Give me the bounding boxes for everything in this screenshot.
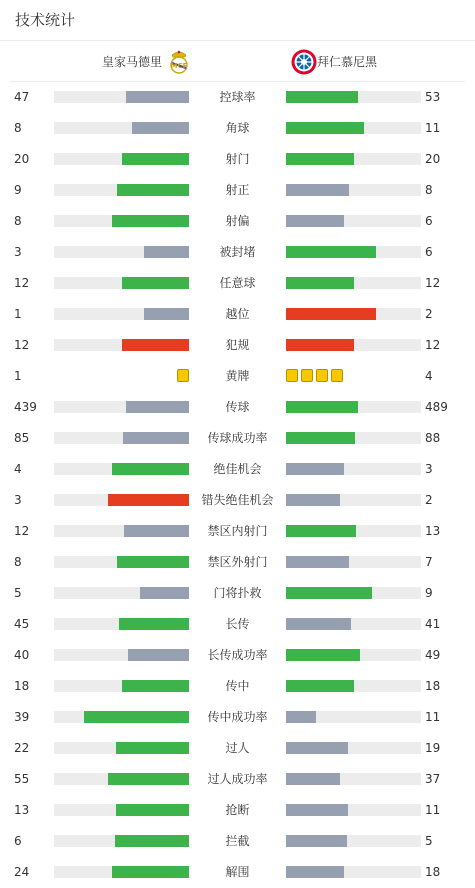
- stat-row: [0, 857, 475, 888]
- stat-label: 黄牌: [225, 369, 250, 383]
- stat-row: [0, 454, 475, 485]
- away-stat-bar: [286, 215, 421, 227]
- home-stat-bar: [54, 587, 189, 599]
- away-team-name: 拜仁慕尼黑: [317, 55, 378, 69]
- real-madrid-crest-icon: [168, 49, 190, 75]
- home-stat-bar: [54, 215, 189, 227]
- stat-label: 门将扑救: [213, 586, 262, 600]
- home-stat-value: 8: [14, 121, 22, 135]
- home-stat-value: 8: [14, 555, 22, 569]
- stat-label: 抢断: [225, 803, 250, 817]
- home-stat-value: 8: [14, 214, 22, 228]
- away-stat-bar-fill: [286, 184, 349, 196]
- away-stat-value: 11: [425, 710, 441, 724]
- home-stat-bar-fill: [132, 122, 189, 134]
- home-stat-value: 439: [14, 400, 37, 414]
- home-stat-bar: [54, 618, 189, 630]
- yellow-card-icon: [331, 369, 343, 382]
- stat-label: 绝佳机会: [213, 462, 262, 476]
- home-stat-bar-fill: [108, 773, 189, 785]
- stat-row: [0, 82, 475, 113]
- away-stat-bar: [286, 680, 421, 692]
- stat-label: 传球: [225, 400, 250, 414]
- away-stat-bar-fill: [286, 339, 354, 351]
- home-stat-value: 4: [14, 462, 22, 476]
- away-stat-bar: [286, 866, 421, 878]
- stat-label: 长传: [225, 617, 250, 631]
- bayern-munich-crest-icon: [291, 49, 313, 75]
- home-stat-bar: [54, 649, 189, 661]
- teams-header: [0, 44, 475, 80]
- home-stat-bar: [54, 246, 189, 258]
- yellow-card-icon: [177, 369, 189, 382]
- away-stat-value: 19: [425, 741, 441, 755]
- home-stat-bar-fill: [112, 866, 189, 878]
- stat-label: 禁区外射门: [207, 555, 268, 569]
- away-stat-bar: [286, 277, 421, 289]
- away-stat-value: 18: [425, 865, 441, 879]
- away-stat-bar: [286, 649, 421, 661]
- stat-row: [0, 640, 475, 671]
- home-stat-bar-fill: [115, 835, 189, 847]
- home-stat-value: 5: [14, 586, 22, 600]
- home-stat-value: 12: [14, 524, 30, 538]
- home-stat-bar: [54, 463, 189, 475]
- home-stat-bar-fill: [144, 308, 189, 320]
- away-yellow-cards: [286, 369, 343, 382]
- home-team-name: 皇家马德里: [102, 55, 163, 69]
- svg-text:MCF: MCF: [170, 62, 188, 70]
- away-stat-value: 12: [425, 276, 441, 290]
- home-stat-bar: [54, 184, 189, 196]
- away-stat-bar: [286, 153, 421, 165]
- away-stat-bar-fill: [286, 649, 360, 661]
- away-stat-bar-fill: [286, 866, 344, 878]
- away-stat-value: 489: [425, 400, 448, 414]
- stat-row: [0, 268, 475, 299]
- stat-row: [0, 361, 475, 392]
- home-yellow-cards: [177, 369, 189, 382]
- stat-row: [0, 795, 475, 826]
- stat-label: 禁区内射门: [207, 524, 268, 538]
- stat-label: 控球率: [219, 90, 256, 104]
- home-stat-value: 24: [14, 865, 30, 879]
- away-stat-bar-fill: [286, 618, 351, 630]
- home-stat-value: 3: [14, 493, 22, 507]
- home-stat-value: 3: [14, 245, 22, 259]
- home-stat-bar-fill: [123, 432, 189, 444]
- home-stat-bar: [54, 401, 189, 413]
- away-stat-value: 18: [425, 679, 441, 693]
- away-stat-bar-fill: [286, 153, 354, 165]
- home-stat-bar-fill: [116, 804, 189, 816]
- away-stat-bar: [286, 556, 421, 568]
- away-stat-bar-fill: [286, 277, 354, 289]
- stat-row: [0, 826, 475, 857]
- away-stat-value: 8: [425, 183, 433, 197]
- home-stat-bar: [54, 277, 189, 289]
- away-stat-value: 6: [425, 245, 433, 259]
- home-stat-value: 22: [14, 741, 30, 755]
- home-stat-bar-fill: [119, 618, 189, 630]
- away-stat-bar: [286, 525, 421, 537]
- away-stat-bar: [286, 184, 421, 196]
- stat-label: 射门: [225, 152, 250, 166]
- home-stat-bar-fill: [117, 556, 189, 568]
- away-stat-value: 11: [425, 803, 441, 817]
- stat-label: 过人成功率: [207, 772, 268, 786]
- stat-row: [0, 702, 475, 733]
- home-stat-value: 45: [14, 617, 30, 631]
- away-stat-value: 11: [425, 121, 441, 135]
- away-stat-bar-fill: [286, 91, 358, 103]
- home-stat-bar-fill: [116, 742, 189, 754]
- stat-row: [0, 485, 475, 516]
- away-stat-value: 37: [425, 772, 441, 786]
- away-stat-bar: [286, 711, 421, 723]
- stat-row: [0, 113, 475, 144]
- away-stat-bar: [286, 246, 421, 258]
- away-stat-value: 4: [425, 369, 433, 383]
- home-stat-value: 20: [14, 152, 30, 166]
- stat-label: 传球成功率: [207, 431, 268, 445]
- home-stat-value: 9: [14, 183, 22, 197]
- home-stat-bar-fill: [144, 246, 189, 258]
- away-stat-bar-fill: [286, 122, 364, 134]
- away-stat-value: 6: [425, 214, 433, 228]
- stat-label: 射偏: [225, 214, 250, 228]
- away-stat-bar-fill: [286, 463, 344, 475]
- home-stat-value: 12: [14, 338, 30, 352]
- away-stat-value: 13: [425, 524, 441, 538]
- home-stat-bar-fill: [112, 463, 189, 475]
- away-stat-bar-fill: [286, 308, 376, 320]
- home-stat-bar: [54, 494, 189, 506]
- home-stat-bar-fill: [84, 711, 189, 723]
- away-stat-bar: [286, 494, 421, 506]
- away-stat-bar-fill: [286, 494, 340, 506]
- home-stat-bar: [54, 525, 189, 537]
- home-stat-bar: [54, 91, 189, 103]
- home-stat-bar-fill: [128, 649, 189, 661]
- home-stat-bar-fill: [124, 525, 189, 537]
- stat-label: 被封堵: [219, 245, 256, 259]
- home-stat-bar-fill: [122, 680, 190, 692]
- home-stat-bar: [54, 711, 189, 723]
- stat-label: 射正: [225, 183, 250, 197]
- home-stat-value: 1: [14, 369, 22, 383]
- stat-row: [0, 299, 475, 330]
- home-stat-bar-fill: [126, 401, 189, 413]
- home-stat-value: 40: [14, 648, 30, 662]
- stat-label: 拦截: [225, 834, 250, 848]
- away-stat-bar-fill: [286, 680, 354, 692]
- home-stat-bar-fill: [140, 587, 189, 599]
- away-stat-bar: [286, 432, 421, 444]
- away-stat-bar: [286, 401, 421, 413]
- away-stat-bar-fill: [286, 215, 344, 227]
- home-stat-value: 18: [14, 679, 30, 693]
- stat-row: [0, 764, 475, 795]
- home-stat-bar-fill: [122, 153, 190, 165]
- home-stat-bar: [54, 804, 189, 816]
- stat-row: [0, 423, 475, 454]
- away-stat-value: 2: [425, 493, 433, 507]
- away-stat-bar: [286, 804, 421, 816]
- stat-label: 越位: [225, 307, 250, 321]
- stat-row: [0, 578, 475, 609]
- home-stat-bar: [54, 556, 189, 568]
- away-stat-bar-fill: [286, 742, 348, 754]
- away-stat-bar-fill: [286, 835, 347, 847]
- home-stat-bar: [54, 680, 189, 692]
- home-stat-value: 6: [14, 834, 22, 848]
- home-stat-value: 39: [14, 710, 30, 724]
- stat-label: 长传成功率: [207, 648, 268, 662]
- away-stat-bar: [286, 742, 421, 754]
- away-stat-bar: [286, 91, 421, 103]
- stat-row: [0, 206, 475, 237]
- away-stat-value: 9: [425, 586, 433, 600]
- title-divider: [0, 40, 475, 41]
- away-stat-bar-fill: [286, 711, 316, 723]
- home-stat-bar-fill: [122, 339, 190, 351]
- stat-label: 传中: [225, 679, 250, 693]
- home-stat-bar: [54, 773, 189, 785]
- stats-list: [0, 82, 475, 888]
- away-stat-bar-fill: [286, 587, 372, 599]
- stat-label: 犯规: [225, 338, 250, 352]
- away-stat-bar-fill: [286, 432, 355, 444]
- stat-label: 错失绝佳机会: [201, 493, 274, 507]
- away-stat-bar-fill: [286, 246, 376, 258]
- away-stat-bar-fill: [286, 401, 358, 413]
- home-stat-bar-fill: [117, 184, 189, 196]
- home-stat-bar-fill: [112, 215, 189, 227]
- home-stat-value: 13: [14, 803, 30, 817]
- home-stat-bar: [54, 308, 189, 320]
- away-team[interactable]: [291, 44, 377, 80]
- away-stat-value: 49: [425, 648, 441, 662]
- home-stat-bar: [54, 866, 189, 878]
- away-stat-bar: [286, 122, 421, 134]
- home-stat-bar: [54, 153, 189, 165]
- home-stat-bar: [54, 835, 189, 847]
- away-stat-value: 88: [425, 431, 441, 445]
- stat-row: [0, 547, 475, 578]
- away-stat-bar-fill: [286, 556, 349, 568]
- stat-row: [0, 516, 475, 547]
- away-stat-bar: [286, 463, 421, 475]
- away-stat-value: 20: [425, 152, 441, 166]
- stat-row: [0, 330, 475, 361]
- away-stat-value: 3: [425, 462, 433, 476]
- home-stat-value: 85: [14, 431, 30, 445]
- home-stat-bar-fill: [108, 494, 189, 506]
- home-stat-value: 12: [14, 276, 30, 290]
- stat-row: [0, 733, 475, 764]
- home-team[interactable]: [102, 44, 190, 80]
- stat-row: [0, 237, 475, 268]
- yellow-card-icon: [301, 369, 313, 382]
- home-stat-value: 55: [14, 772, 30, 786]
- yellow-card-icon: [316, 369, 328, 382]
- stat-row: [0, 609, 475, 640]
- away-stat-bar: [286, 587, 421, 599]
- away-stat-value: 2: [425, 307, 433, 321]
- stat-row: [0, 671, 475, 702]
- stat-row: [0, 175, 475, 206]
- away-stat-value: 7: [425, 555, 433, 569]
- away-stat-bar-fill: [286, 773, 340, 785]
- stat-row: [0, 144, 475, 175]
- home-stat-bar-fill: [122, 277, 190, 289]
- home-stat-value: 47: [14, 90, 30, 104]
- stat-row: [0, 392, 475, 423]
- home-stat-bar: [54, 432, 189, 444]
- away-stat-bar: [286, 773, 421, 785]
- away-stat-value: 53: [425, 90, 441, 104]
- away-stat-bar: [286, 618, 421, 630]
- stat-label: 角球: [225, 121, 250, 135]
- away-stat-value: 5: [425, 834, 433, 848]
- away-stat-value: 12: [425, 338, 441, 352]
- away-stat-bar: [286, 308, 421, 320]
- away-stat-bar-fill: [286, 804, 348, 816]
- home-stat-bar: [54, 122, 189, 134]
- stat-label: 解围: [225, 865, 250, 879]
- away-stat-bar-fill: [286, 525, 356, 537]
- stat-label: 传中成功率: [207, 710, 268, 724]
- away-stat-bar: [286, 339, 421, 351]
- home-stat-bar: [54, 339, 189, 351]
- away-stat-bar: [286, 835, 421, 847]
- page-title: 技术统计: [15, 11, 76, 29]
- away-stat-value: 41: [425, 617, 441, 631]
- home-stat-value: 1: [14, 307, 22, 321]
- stat-label: 任意球: [219, 276, 256, 290]
- home-stat-bar-fill: [126, 91, 189, 103]
- yellow-card-icon: [286, 369, 298, 382]
- home-stat-bar: [54, 742, 189, 754]
- stat-label: 过人: [225, 741, 250, 755]
